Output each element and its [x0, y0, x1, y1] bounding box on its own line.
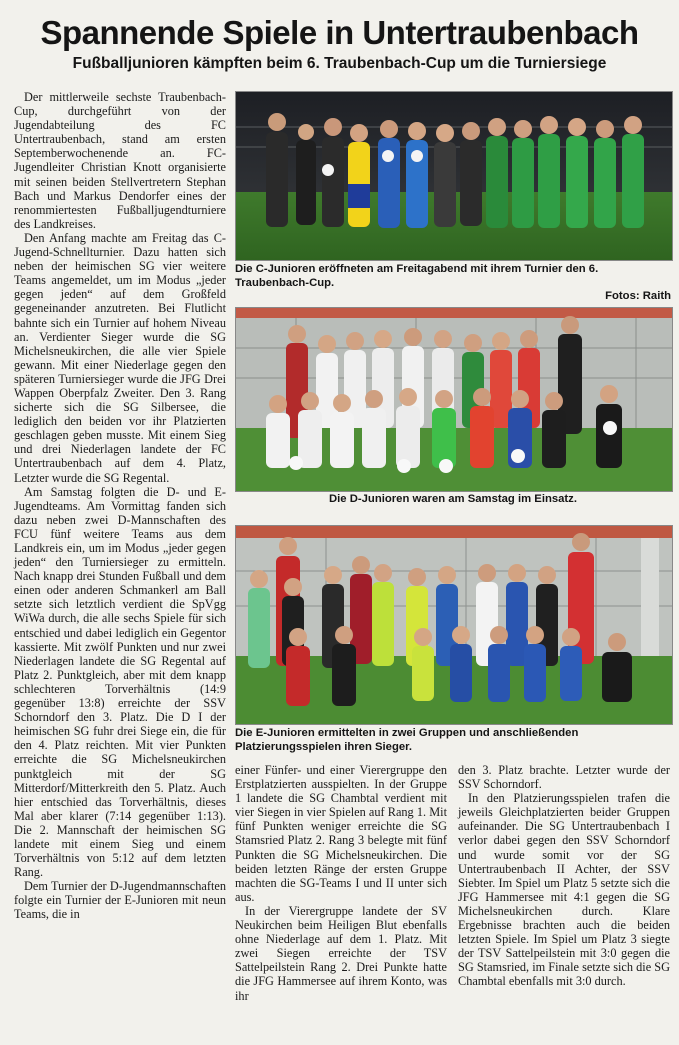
photo-credit: Fotos: Raith [605, 290, 671, 303]
caption-text: Die C-Junioren eröffneten am Freitagabend mit ihrem Turnier den 6. Traubenbach-Cup. [235, 263, 599, 289]
paragraph: Der mittlerweile sechste Traubenbach-Cup, durchgeführt von der Jugendabteilung des FC Untertraubenbach, stand am ersten Septemberwochenende an. FC-Jugendleiter Christian Knott organisierte mit seinen beiden Stellvertretern Stephan Bach und Markus Dendorfer eines der renommiertesten Fußballjugendturniere des Landkreises. [14, 90, 226, 231]
article-column-1 [14, 90, 226, 922]
article-column-2 [235, 763, 447, 1003]
paragraph: Am Samstag folgten die D- und E-Jugendteams. Am Vormittag fanden sich dazu neben zwei D-Mannschaften des FCU fünf weitere Teams aus dem Landkreis ein, um im Modus „jeder gegen jeden“ den Turniersieger zu ermitteln. Nach knapp drei Stunden Fußball und dem einen oder anderen Schmankerl am Ball setzte sich letztlich verdient die SpVgg WiWa durch, die alle sechs Spiele für sich entschied und dabei lediglich ein Gegentor kassierte. Mit zwölf Punkten und nur zwei Niederlagen landete die SG Regental auf Platz 2. Punktgleich, aber mit dem knapp schlechteren Torverhältnis (14:9 gegenüber 13:8) erreichte der SSV Schorndorf den 3. Platz. Die D I der heimischen SG fuhr drei Siege ein, die für den 4. Platz reichten. Mit vier Punkten erreichte die SG Michelsneukirchen punktgleich mit der SG Mitterdorf/Mitterkreith den 5. Platz. Auch hier entschied das Torverhältnis, dieses Mal aber klarer (7:14 gegenüber 1:13). Die 2. Mannschaft der heimischen SG landete mit einem Sieg und einem Torverhältnis von 5:12 auf dem letzten Rang. [14, 484, 226, 880]
paragraph: den 3. Platz brachte. Letzter wurde der SSV Schorndorf. [458, 763, 670, 792]
article-headline: Spannende Spiele in Untertraubenbach [40, 14, 639, 51]
photo-caption-2 [235, 493, 671, 507]
paragraph: In der Vierergruppe landete der SV Neukirchen beim Heiligen Blut ebenfalls ohne Niederlage auf dem 1. Platz. Mit zwei Siegen erreichte der TSV Sattelpeilstein Rang 2. Drei Punkte hatte die JFG Hammersee auf ihrem Konto, was ihr [235, 903, 447, 1003]
caption-text: Die E-Junioren ermittelten in zwei Gruppen und anschließenden Platzierungsspielen ihren Sieger. [235, 727, 579, 753]
paragraph: In den Platzierungsspielen trafen die jeweils Gleichplatzierten beider Gruppen aufeinander. Die SG Untertraubenbach I verlor dabei gegen den SSV Schorndorf und wurde somit vor der SG Untertraubenbach II Achter, der SSV Siebter. Im Spiel um Platz 5 setzte sich die JFG Hammersee mit 4:1 gegen die SG Michelsneukirchen durch. Klare Ergebnisse brachten auch die beiden letzten Spiele. Im Spiel um Platz 3 siegte der TSV Sattelpeilstein mit 3:0 gegen die SG Stamsried, im Finale setzte sich die SG Chambtal ebenfalls mit 3:0 durch. [458, 791, 670, 989]
photo-e-junioren [235, 525, 673, 725]
photo-caption-1 [235, 263, 671, 304]
article-subheadline: Fußballjunioren kämpften beim 6. Traubenbach-Cup um die Turniersiege [72, 55, 607, 72]
paragraph: Dem Turnier der D-Jugendmannschaften folgte ein Turnier der E-Junioren mit neun Teams, die in [14, 879, 226, 922]
article-column-3 [458, 763, 670, 989]
paragraph: Den Anfang machte am Freitag das C-Jugend-Schnellturnier. Dazu hatten sich neben der heimischen SG vier weitere Teams angemeldet, um im Modus „jeder gegen jeden“ auf dem Großfeld gegeneinander anzutreten. Bei Flutlicht bahnte sich ein Turnier auf hohem Niveau an. Verdienter Sieger wurde die SG Michelsneukirchen, die alle vier Spiele gewann. Mit einer Niederlage gegen den späteren Turniersieger wurde die JFG Drei Wappen Oberpfalz Zweiter. Den 3. Rang sicherte sich die SG Silbersee, die lediglich den beiden vor ihr Platzierten geschlagen geben musste. Mit einem Sieg und drei Niederlagen landete der FC Untertraubenbach auf dem 4. Platz, Letzter wurde die SG Regental. [14, 230, 226, 485]
photo-d-junioren [235, 307, 673, 492]
caption-text: Die D-Junioren waren am Samstag im Einsatz. [329, 493, 577, 505]
photo-c-junioren [235, 91, 673, 261]
photo-caption-3 [235, 727, 671, 754]
paragraph: einer Fünfer- und einer Vierergruppe den Erstplatzierten ausspielten. In der Gruppe 1 landete die SG Chambtal verdient mit vier Siegen in vier Spielen auf Rang 1. Mit fünf Punkten weniger erreichte die SG Stamsried Platz 2. Rang 3 belegte mit fünf Punkten die SG Michelsneukirchen. Die beiden letzten Ränge der ersten Gruppe machten die SG-Teams I und II unter sich aus. [235, 763, 447, 904]
